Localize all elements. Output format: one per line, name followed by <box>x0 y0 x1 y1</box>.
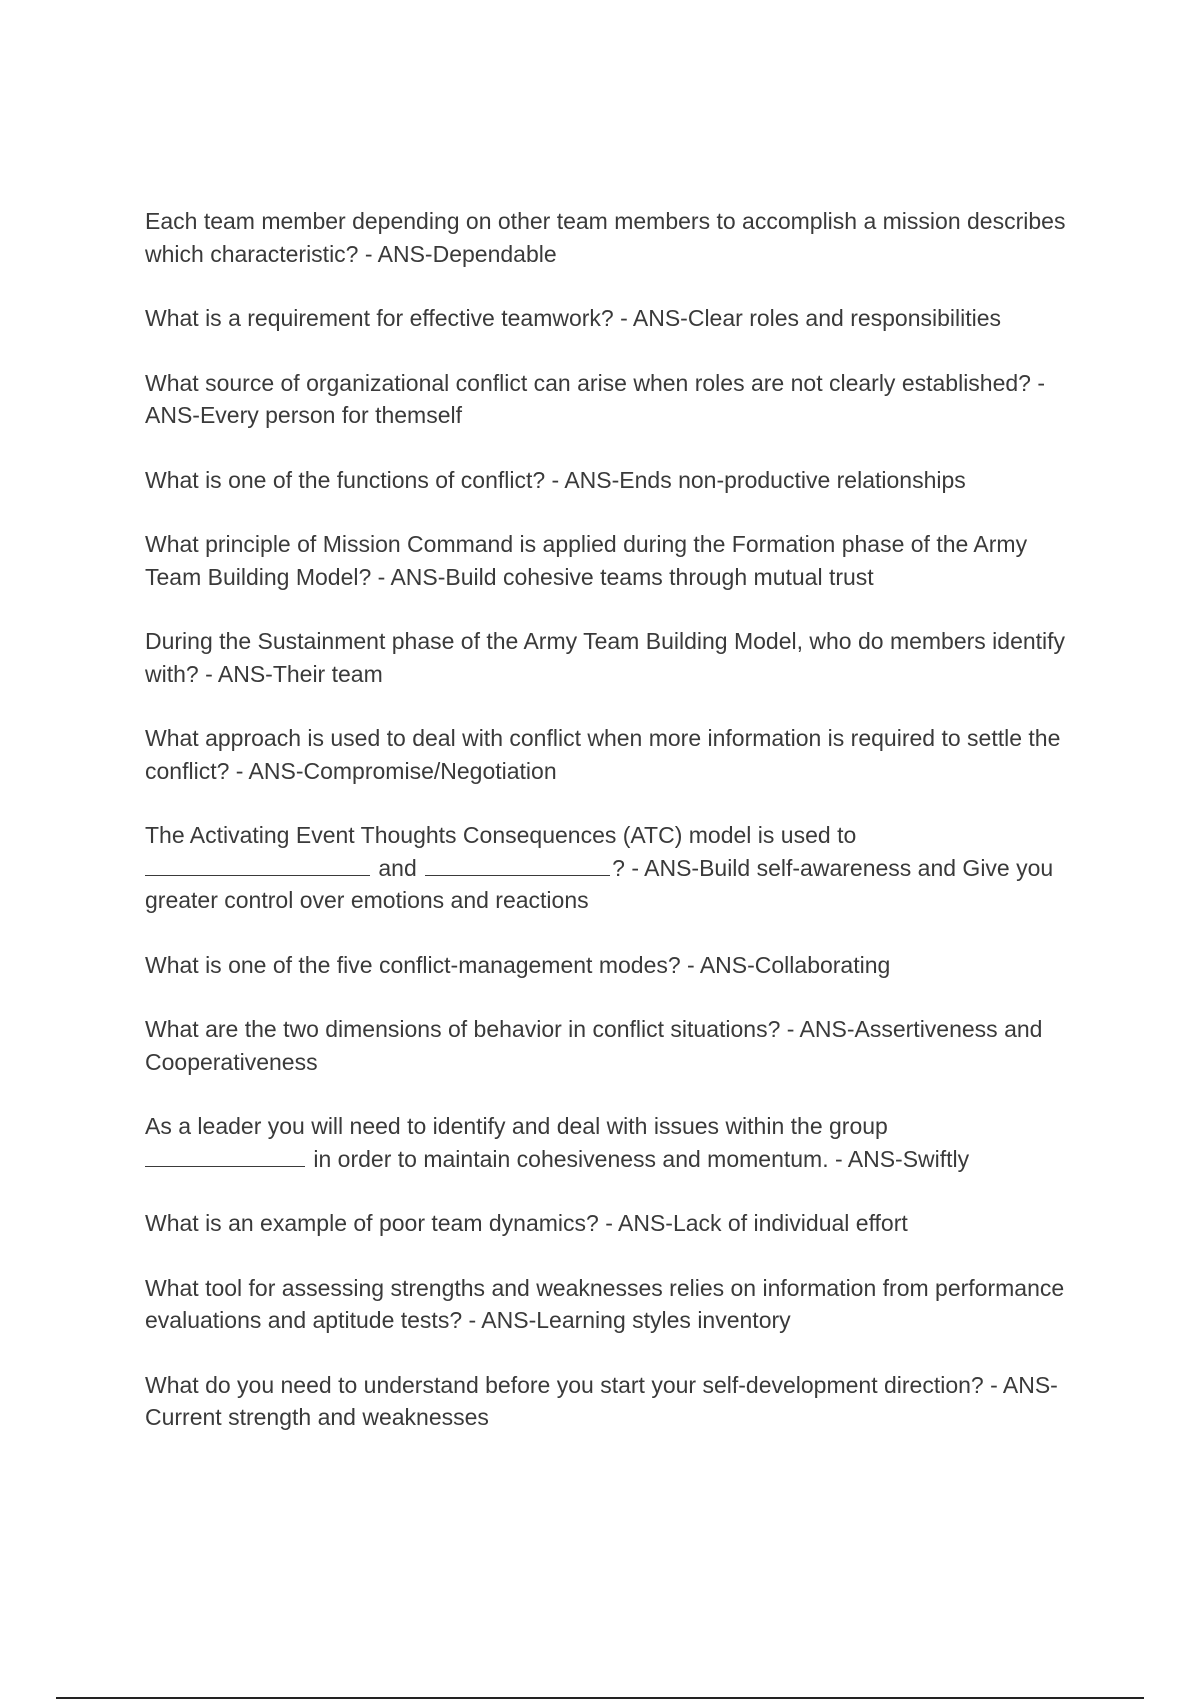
qa-item <box>145 949 1085 982</box>
qa-text: What are the two dimensions of behavior in conflict situations? - ANS-Assertiveness and Cooperativeness <box>145 1016 1043 1075</box>
qa-item <box>145 528 1085 593</box>
qa-text: As a leader you will need to identify and deal with issues within the group <box>145 1113 888 1139</box>
qa-text: What is a requirement for effective teamwork? - ANS-Clear roles and responsibilities <box>145 305 1002 331</box>
qa-text: What tool for assessing strengths and weaknesses relies on information from performance evaluations and aptitude tests? - ANS-Learning styles inventory <box>145 1274 1065 1333</box>
qa-text: Each team member depending on other team members to accomplish a mission describes which characteristic? - ANS-Dependable <box>145 208 1066 267</box>
qa-item <box>145 464 1085 497</box>
qa-text: What do you need to understand before you start your self-development direction? - ANS-Current strength and weaknesses <box>145 1371 1058 1430</box>
qa-item-fill-blank <box>145 1110 1085 1175</box>
qa-item <box>145 625 1085 690</box>
qa-item <box>145 1272 1085 1337</box>
footer-divider <box>56 1697 1144 1699</box>
qa-item <box>145 205 1085 270</box>
qa-text: What source of organizational conflict can arise when roles are not clearly established? - ANS-Every person for themself <box>145 369 1046 428</box>
qa-item <box>145 1369 1085 1434</box>
answer-blank <box>145 1144 305 1167</box>
qa-item <box>145 302 1085 335</box>
qa-text: ? - ANS-Build self-awareness and Give you greater control over emotions and reactions <box>145 854 1054 913</box>
qa-item <box>145 722 1085 787</box>
qa-item-fill-blank <box>145 819 1085 917</box>
qa-text: in order to maintain cohesiveness and momentum. - ANS-Swiftly <box>313 1145 970 1172</box>
qa-text: What is one of the functions of conflict? - ANS-Ends non-productive relationships <box>145 466 966 493</box>
qa-text: During the Sustainment phase of the Army Team Building Model, who do members identify with? - ANS-Their team <box>145 628 1066 687</box>
qa-list <box>145 205 1085 1466</box>
qa-text: and <box>378 854 417 881</box>
qa-item <box>145 1013 1085 1078</box>
qa-text: The Activating Event Thoughts Consequences (ATC) model is used to <box>145 822 857 848</box>
qa-text: What is an example of poor team dynamics? - ANS-Lack of individual effort <box>145 1210 908 1236</box>
qa-text: What principle of Mission Command is applied during the Formation phase of the Army Team Building Model? - ANS-Build cohesive teams through mutual trust <box>145 531 1028 590</box>
answer-blank <box>145 853 370 876</box>
qa-item <box>145 1207 1085 1240</box>
answer-blank <box>425 853 610 876</box>
qa-text: What is one of the five conflict-management modes? - ANS-Collaborating <box>145 951 891 978</box>
qa-text: What approach is used to deal with conflict when more information is required to settle the conflict? - ANS-Compromise/Negotiation <box>145 725 1061 784</box>
qa-item <box>145 367 1085 432</box>
